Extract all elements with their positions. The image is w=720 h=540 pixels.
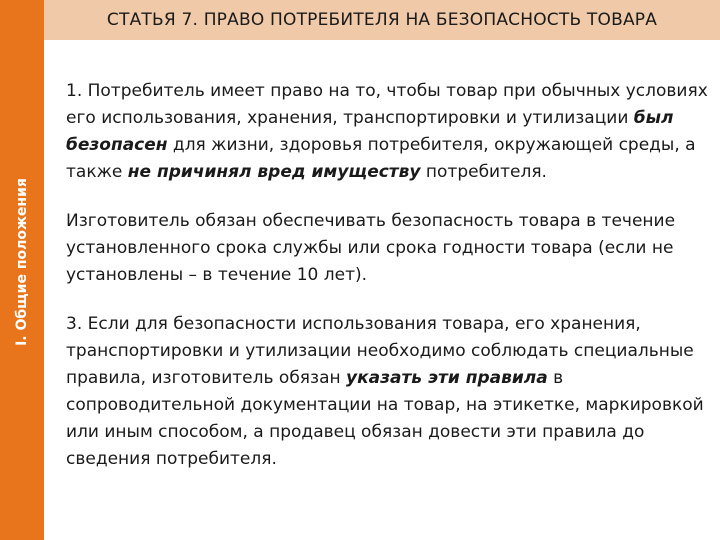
paragraph-1-text-a: 1. Потребитель имеет право на то, чтобы товар при обычных условиях его использования, хранения, транспортировки и утилизации <box>66 81 708 128</box>
header-band <box>44 0 720 40</box>
article-body <box>66 78 716 495</box>
paragraph-1-emphasis-a: был безопасен <box>66 108 674 155</box>
paragraph-3-text-b: в сопроводительной документации на товар, на этикетке, маркировкой или иным способом, а продавец обязан довести эти правила до сведения потребителя. <box>66 368 704 469</box>
paragraph-2-text: Изготовитель обязан обеспечивать безопасность товара в течение установленного срока службы или срока годности товара (если не установлены – в течение 10 лет). <box>66 211 676 285</box>
side-bar <box>0 0 44 540</box>
paragraph-1-text-b: для жизни, здоровья потребителя, окружающей среды, а также <box>66 135 696 182</box>
paragraph-3 <box>66 311 716 473</box>
paragraph-3-text-a: 3. Если для безопасности использования товара, его хранения, транспортировки и утилизации необходимо соблюдать специальные правила, изготовитель обязан <box>66 314 694 388</box>
page-title: СТАТЬЯ 7. ПРАВО ПОТРЕБИТЕЛЯ НА БЕЗОПАСНОСТЬ ТОВАРА <box>106 10 658 30</box>
paragraph-1-emphasis-b: не причинял вред имуществу <box>127 162 421 182</box>
paragraph-1 <box>66 78 716 186</box>
section-label: I. Общие положения <box>14 178 30 346</box>
paragraph-3-emphasis: указать эти правила <box>346 368 548 388</box>
paragraph-1-text-c: потребителя. <box>420 162 547 182</box>
paragraph-2 <box>66 208 716 289</box>
